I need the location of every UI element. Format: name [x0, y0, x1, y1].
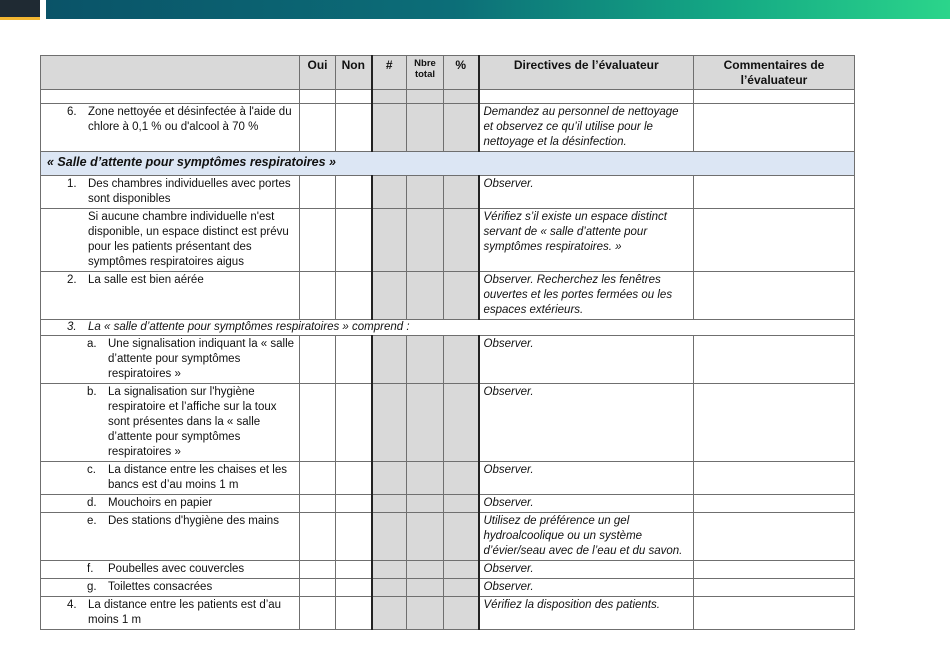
comment-cell[interactable] [694, 513, 855, 561]
directive-cell: Observer. [479, 579, 694, 597]
item-text: La « salle d’attente pour symptômes respiratoires » comprend : [88, 321, 410, 333]
header-banner [0, 0, 950, 19]
table-row [41, 495, 855, 513]
item-text: Poubelles avec couvercles [108, 563, 245, 575]
banner-gradient-bar [46, 0, 950, 19]
non-cell[interactable] [336, 104, 372, 152]
item-number: 4. [67, 599, 77, 611]
directive-cell: Vérifiez s’il existe un espace distinct servant de « salle d’attente pour symptômes respiratoires. » [479, 209, 694, 272]
oui-cell[interactable] [300, 579, 336, 597]
table-row [41, 462, 855, 495]
percent-cell [444, 104, 479, 152]
non-cell[interactable] [336, 495, 372, 513]
oui-cell[interactable] [300, 384, 336, 462]
item-letter: c. [87, 464, 96, 476]
oui-cell[interactable] [300, 336, 336, 384]
directive-cell: Demandez au personnel de nettoyage et observez ce qu’il utilise pour le nettoyage et la désinfection. [479, 104, 694, 152]
non-cell[interactable] [336, 462, 372, 495]
table-row [41, 90, 855, 104]
total-cell [407, 561, 444, 579]
comment-cell[interactable] [694, 579, 855, 597]
non-cell[interactable] [336, 579, 372, 597]
directive-cell: Observer. [479, 495, 694, 513]
oui-cell[interactable] [300, 90, 336, 104]
subheading-cell [41, 320, 855, 336]
oui-cell[interactable] [300, 104, 336, 152]
percent-cell [444, 209, 479, 272]
item-number: 6. [67, 106, 77, 118]
item-text: Des chambres individuelles avec portes sont disponibles [88, 178, 291, 205]
directive-cell: Observer. [479, 384, 694, 462]
non-cell[interactable] [336, 90, 372, 104]
item-letter: g. [87, 581, 97, 593]
comment-cell[interactable] [694, 104, 855, 152]
oui-cell[interactable] [300, 272, 336, 320]
item-letter: d. [87, 497, 97, 509]
non-cell[interactable] [336, 209, 372, 272]
item-text: La distance entre les patients est d’au moins 1 m [88, 599, 282, 626]
directive-cell: Observer. [479, 176, 694, 209]
header-number: # [372, 56, 407, 90]
percent-cell [444, 462, 479, 495]
total-cell [407, 495, 444, 513]
table-row [41, 561, 855, 579]
item-cell [41, 495, 300, 513]
empty-cell [41, 90, 300, 104]
table-row [41, 384, 855, 462]
count-cell [372, 384, 407, 462]
count-cell [372, 495, 407, 513]
oui-cell[interactable] [300, 561, 336, 579]
directive-cell: Observer. [479, 462, 694, 495]
item-letter: b. [87, 386, 97, 398]
directive-cell [479, 90, 694, 104]
total-cell [407, 209, 444, 272]
section-header-row [41, 152, 855, 176]
table-row [41, 104, 855, 152]
directive-cell: Utilisez de préférence un gel hydroalcoolique ou un système d’évier/seau avec de l’eau et du savon. [479, 513, 694, 561]
non-cell[interactable] [336, 561, 372, 579]
comment-cell[interactable] [694, 176, 855, 209]
table-row [41, 336, 855, 384]
total-cell [407, 597, 444, 630]
count-cell [372, 462, 407, 495]
subheading-row [41, 320, 855, 336]
percent-cell [444, 561, 479, 579]
comment-cell[interactable] [694, 209, 855, 272]
banner-gold-accent [0, 17, 40, 20]
item-text: La salle est bien aérée [88, 274, 204, 286]
item-number: 3. [67, 321, 77, 333]
header-percent: % [444, 56, 479, 90]
item-cell [41, 176, 300, 209]
item-cell [41, 597, 300, 630]
table-row [41, 513, 855, 561]
total-cell [407, 176, 444, 209]
item-text: La distance entre les chaises et les bancs est d’au moins 1 m [108, 464, 287, 491]
item-cell [41, 272, 300, 320]
table-row [41, 209, 855, 272]
count-cell [372, 561, 407, 579]
count-cell [372, 597, 407, 630]
section-title: « Salle d’attente pour symptômes respiratoires » [41, 152, 855, 176]
item-cell [41, 579, 300, 597]
oui-cell[interactable] [300, 209, 336, 272]
non-cell[interactable] [336, 597, 372, 630]
count-cell [372, 272, 407, 320]
header-total: Nbre total [407, 56, 444, 90]
total-cell [407, 272, 444, 320]
comment-cell[interactable] [694, 336, 855, 384]
oui-cell[interactable] [300, 597, 336, 630]
item-text: Mouchoirs en papier [108, 497, 213, 509]
total-cell [407, 336, 444, 384]
total-cell [407, 579, 444, 597]
item-text: Une signalisation indiquant la « salle d’attente pour symptômes respiratoires » [108, 338, 295, 380]
directive-cell: Observer. Recherchez les fenêtres ouvertes et les portes fermées ou les espaces extérieurs. [479, 272, 694, 320]
header-comments: Commentaires de l’évaluateur [694, 56, 855, 90]
oui-cell[interactable] [300, 513, 336, 561]
comment-cell[interactable] [694, 462, 855, 495]
total-cell [407, 513, 444, 561]
item-text: Si aucune chambre individuelle n'est disponible, un espace distinct est prévu pour les patients présentant des symptômes respiratoires aigus [88, 211, 289, 268]
oui-cell[interactable] [300, 176, 336, 209]
non-cell[interactable] [336, 336, 372, 384]
percent-cell [444, 176, 479, 209]
non-cell[interactable] [336, 176, 372, 209]
item-text: Zone nettoyée et désinfectée à l'aide du chlore à 0,1 % ou d'alcool à 70 % [88, 106, 292, 133]
table-header-row [41, 56, 855, 90]
table-row [41, 176, 855, 209]
evaluation-checklist-table [40, 55, 855, 630]
item-number: 1. [67, 178, 77, 190]
comment-cell[interactable] [694, 272, 855, 320]
item-cell [41, 209, 300, 272]
count-cell [372, 336, 407, 384]
item-text: Des stations d'hygiène des mains [108, 515, 279, 527]
comment-cell[interactable] [694, 384, 855, 462]
count-cell [372, 90, 407, 104]
comment-cell[interactable] [694, 561, 855, 579]
non-cell[interactable] [336, 384, 372, 462]
item-letter: a. [87, 338, 97, 350]
oui-cell[interactable] [300, 462, 336, 495]
total-cell [407, 462, 444, 495]
header-oui: Oui [300, 56, 336, 90]
item-cell [41, 561, 300, 579]
non-cell[interactable] [336, 272, 372, 320]
item-cell [41, 336, 300, 384]
item-cell [41, 462, 300, 495]
non-cell[interactable] [336, 513, 372, 561]
directive-cell: Observer. [479, 336, 694, 384]
percent-cell [444, 272, 479, 320]
item-cell [41, 513, 300, 561]
percent-cell [444, 336, 479, 384]
item-cell [41, 104, 300, 152]
directive-cell: Vérifiez la disposition des patients. [479, 597, 694, 630]
comment-cell[interactable] [694, 495, 855, 513]
percent-cell [444, 90, 479, 104]
percent-cell [444, 597, 479, 630]
total-cell [407, 90, 444, 104]
count-cell [372, 513, 407, 561]
percent-cell [444, 513, 479, 561]
oui-cell[interactable] [300, 495, 336, 513]
item-text: Toilettes consacrées [108, 581, 213, 593]
count-cell [372, 579, 407, 597]
table-row [41, 272, 855, 320]
total-cell [407, 384, 444, 462]
item-text: La signalisation sur l'hygiène respiratoire et l’affiche sur la toux sont présentes dans la « salle d’attente pour symptômes respiratoires » [108, 386, 277, 458]
item-letter: e. [87, 515, 97, 527]
comment-cell[interactable] [694, 90, 855, 104]
comment-cell[interactable] [694, 597, 855, 630]
item-cell [41, 384, 300, 462]
count-cell [372, 176, 407, 209]
item-letter: f. [87, 563, 94, 575]
table-row [41, 597, 855, 630]
header-item-cell [41, 56, 300, 90]
item-number: 2. [67, 274, 77, 286]
header-non: Non [336, 56, 372, 90]
table-row [41, 579, 855, 597]
percent-cell [444, 495, 479, 513]
percent-cell [444, 384, 479, 462]
total-cell [407, 104, 444, 152]
count-cell [372, 209, 407, 272]
header-directives: Directives de l’évaluateur [479, 56, 694, 90]
directive-cell: Observer. [479, 561, 694, 579]
percent-cell [444, 579, 479, 597]
count-cell [372, 104, 407, 152]
